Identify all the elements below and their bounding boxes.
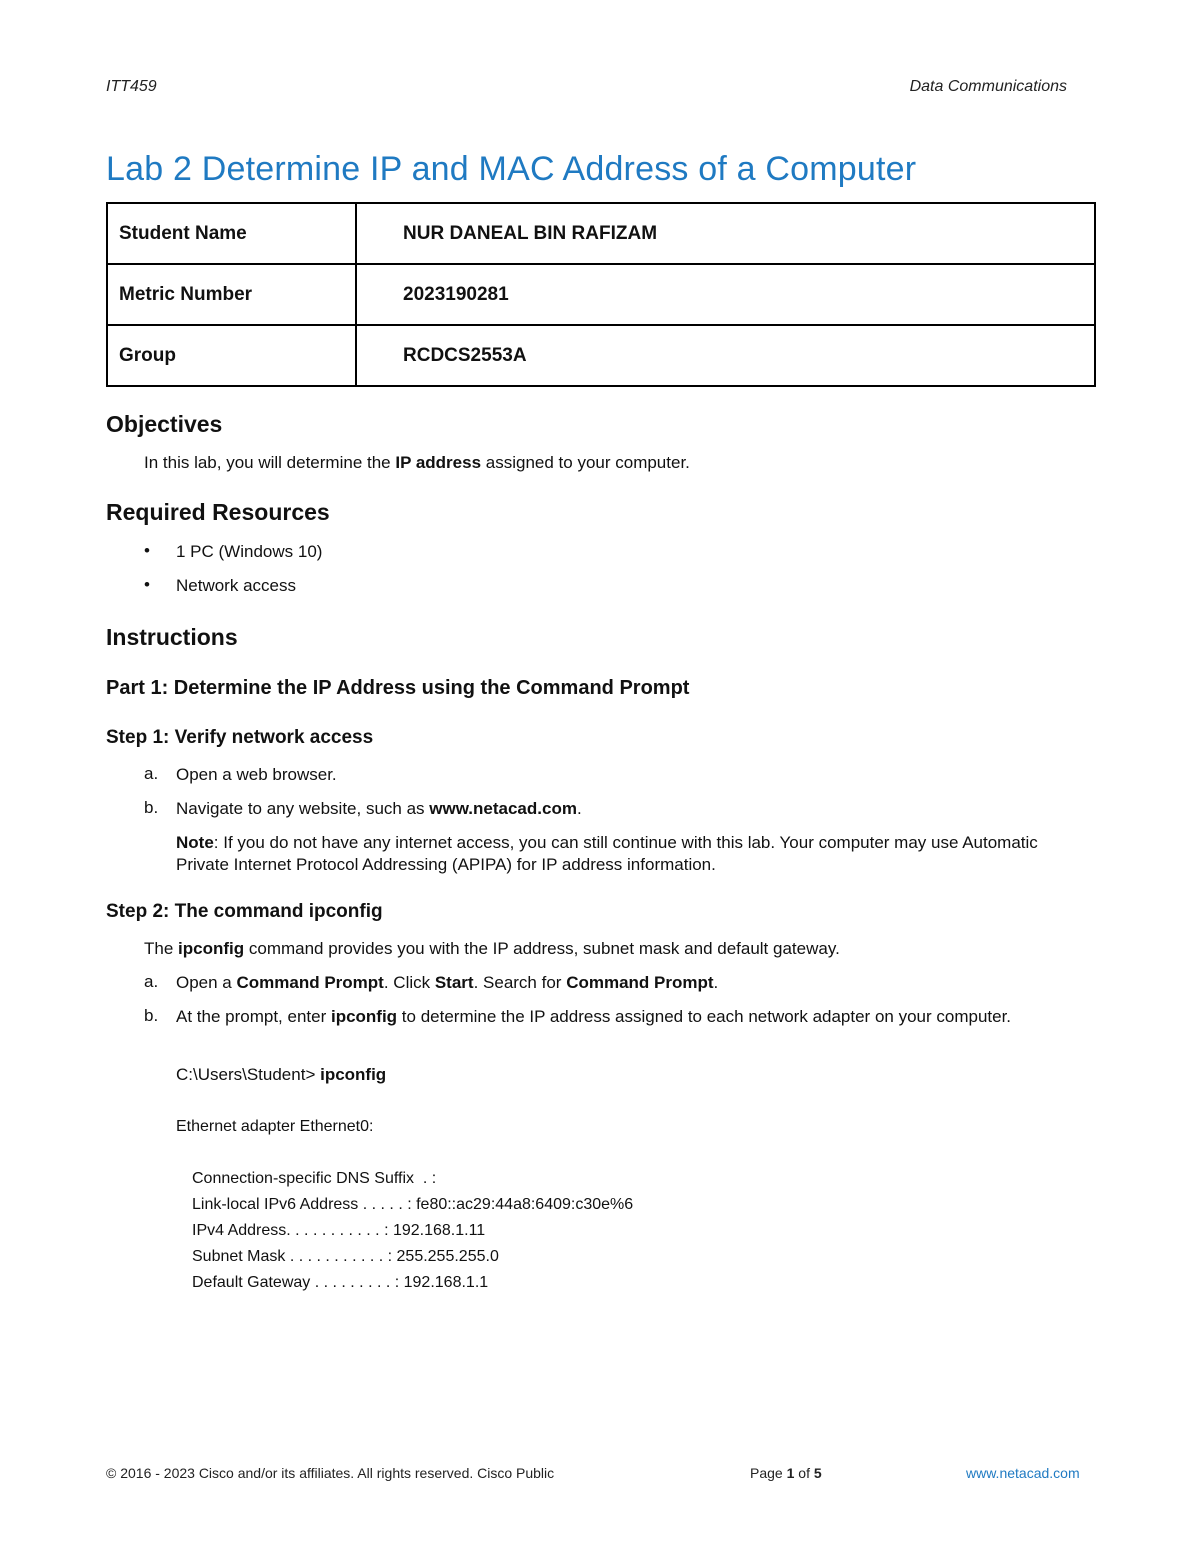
table-value: RCDCS2553A <box>356 325 1095 386</box>
student-info-table <box>106 202 1096 387</box>
table-value: 2023190281 <box>356 264 1095 325</box>
ipconfig-output-line: Default Gateway . . . . . . . . . : 192.168.1.1 <box>192 1274 489 1291</box>
step2-a-text <box>176 972 718 994</box>
table-row <box>107 203 1095 264</box>
list-marker: a. <box>144 972 159 991</box>
list-item: Network access <box>176 576 296 595</box>
bold-span: Command Prompt <box>566 973 714 992</box>
table-row <box>107 325 1095 386</box>
bold-span: ipconfig <box>330 1007 398 1026</box>
text-span: . <box>576 799 582 818</box>
instructions-heading: Instructions <box>106 624 238 650</box>
ipconfig-output-line: IPv4 Address. . . . . . . . . . . : 192.168.1.11 <box>192 1222 486 1239</box>
text-span: Open a <box>176 973 237 992</box>
bold-span: Command Prompt <box>236 973 384 992</box>
bold-span: IP address <box>395 453 482 472</box>
list-marker: b. <box>144 798 159 817</box>
bullet-symbol: • <box>144 575 150 594</box>
table-label: Group <box>107 325 356 386</box>
table-value: NUR DANEAL BIN RAFIZAM <box>356 203 1095 264</box>
table-label: Metric Number <box>107 264 356 325</box>
step2-b-text <box>176 1006 1076 1028</box>
prompt-command: ipconfig <box>320 1065 387 1084</box>
command-prompt-line <box>176 1064 386 1086</box>
text-span: At the prompt, enter <box>176 1007 331 1026</box>
step1-heading: Step 1: Verify network access <box>106 727 374 748</box>
text-span: . <box>713 973 719 992</box>
page-title: Lab 2 Determine IP and MAC Address of a Computer <box>106 150 917 188</box>
text-span: assigned to your computer. <box>481 453 690 472</box>
part1-heading: Part 1: Determine the IP Address using the Command Prompt <box>106 677 690 699</box>
table-label: Student Name <box>107 203 356 264</box>
header-course-name: Data Communications <box>909 78 1067 95</box>
text-span: command provides you with the IP address, subnet mask and default gateway. <box>244 939 840 958</box>
text-span: of <box>794 1465 814 1481</box>
step1-b-text <box>176 798 582 820</box>
text-span: The <box>144 939 179 958</box>
bold-span: Start <box>434 973 474 992</box>
text-span: Page <box>750 1465 787 1481</box>
bold-span: 5 <box>813 1465 822 1481</box>
bold-span: 1 <box>786 1465 795 1481</box>
ipconfig-output-line: Connection-specific DNS Suffix . : <box>192 1170 437 1187</box>
list-marker: a. <box>144 764 159 783</box>
footer-link[interactable]: www.netacad.com <box>966 1465 1080 1481</box>
objectives-text <box>144 452 690 474</box>
text-span: to determine the IP address assigned to each network adapter on your computer. <box>397 1007 1012 1026</box>
bullet-symbol: • <box>144 541 150 560</box>
ipconfig-output-line: Subnet Mask . . . . . . . . . . . : 255.255.255.0 <box>192 1248 499 1265</box>
list-item: 1 PC (Windows 10) <box>176 542 323 561</box>
note-label: Note <box>176 833 214 852</box>
text-span: . Search for <box>473 973 567 992</box>
text-span: Navigate to any website, such as <box>176 799 430 818</box>
step1-a-text: Open a web browser. <box>176 765 337 784</box>
adapter-line: Ethernet adapter Ethernet0: <box>176 1118 374 1135</box>
text-span: . Click <box>383 973 435 992</box>
note-text <box>176 832 1091 876</box>
bold-span: www.netacad.com <box>429 799 577 818</box>
resources-heading: Required Resources <box>106 499 330 525</box>
table-row <box>107 264 1095 325</box>
text-span: In this lab, you will determine the <box>144 453 396 472</box>
step2-intro <box>144 938 840 960</box>
bold-span: ipconfig <box>178 939 245 958</box>
list-marker: b. <box>144 1006 159 1025</box>
step2-heading: Step 2: The command ipconfig <box>106 901 383 922</box>
ipconfig-output-line: Link-local IPv6 Address . . . . . : fe80::ac29:44a8:6409:c30e%6 <box>192 1196 634 1213</box>
prompt-text: C:\Users\Student> <box>176 1065 321 1084</box>
footer-page-number <box>750 1465 822 1481</box>
header-course-code: ITT459 <box>106 78 157 95</box>
objectives-heading: Objectives <box>106 411 223 437</box>
text-span: : If you do not have any internet access, you can still continue with this lab. Your computer may use Automatic Private Internet Protocol Addressing (APIPA) for IP address information. <box>176 833 1038 874</box>
footer-copyright: © 2016 - 2023 Cisco and/or its affiliates. All rights reserved. Cisco Public <box>106 1465 555 1481</box>
